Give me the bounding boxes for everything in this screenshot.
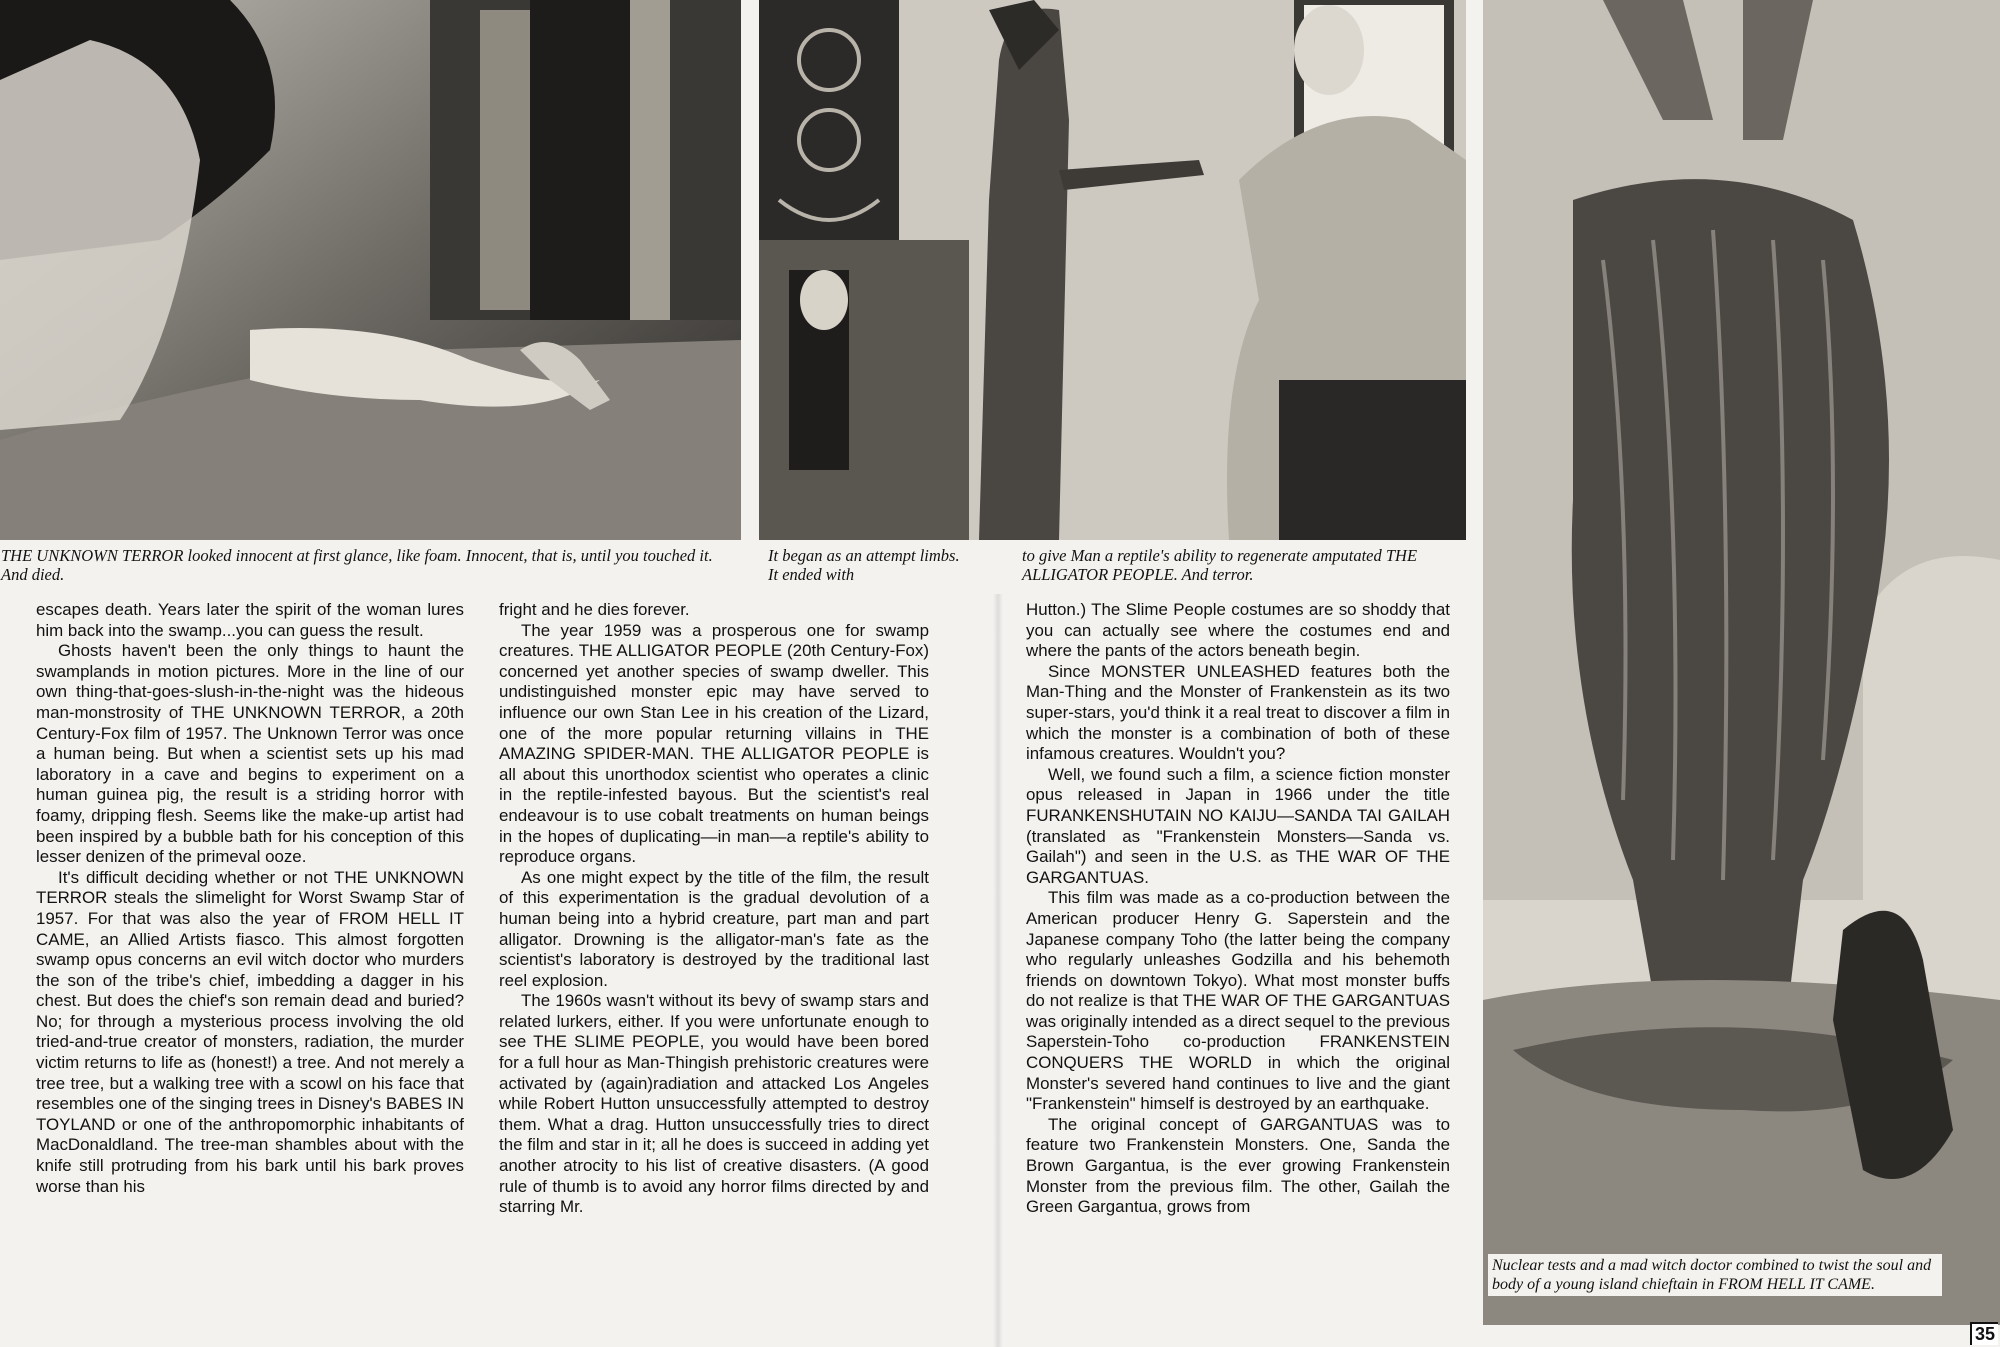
col3-paragraph: Well, we found such a film, a science fiction monster opus released in Japan in 1966 under the title FURANKENSHUTAIN NO KAIJU—SANDA TAI GAILAH (translated as "Frankenstein Monsters—Sanda vs. Gailah") and seen in the U.S. as THE WAR OF THE GARGANTUAS.	[1026, 764, 1450, 887]
caption-tree-man: Nuclear tests and a mad witch doctor combined to twist the soul and body of a young island chieftain in FROM HELL IT CAME.	[1488, 1254, 1942, 1296]
photo-alligator-people	[759, 0, 1466, 540]
col1-paragraph: escapes death. Years later the spirit of the woman lures him back into the swamp...you can guess the result.	[36, 600, 464, 640]
page-number: 35	[1970, 1322, 1998, 1345]
article-column-3	[1026, 600, 1450, 1218]
col3-paragraph: The original concept of GARGANTUAS was to feature two Frankenstein Monsters. One, Sanda the Brown Gargantua, is the ever growing Frankenstein Monster from the previous film. The other, Gailah the Green Gargantua, grows from	[1026, 1114, 1450, 1217]
col3-paragraph: Hutton.) The Slime People costumes are so shoddy that you can actually see where the costumes end and where the pants of the actors beneath begin.	[1026, 600, 1450, 661]
photo-unknown-terror	[0, 0, 741, 540]
photo-tree-man	[1483, 0, 2000, 1325]
col3-paragraph: Since MONSTER UNLEASHED features both the Man-Thing and the Monster of Frankenstein as its two super-stars, you'd think it a real treat to discover a film in which the monster is a combination of both of these infamous creatures. Wouldn't you?	[1026, 661, 1450, 764]
col2-paragraph: The 1960s wasn't without its bevy of swamp stars and related lurkers, either. If you were unfortunate enough to see THE SLIME PEOPLE, you would have been bored for a full hour as Man-Thingish prehistoric creatures were activated by (again)radiation and attacked Los Angeles while Robert Hutton unsuccessfully attempted to destroy them. What a drag. Hutton unsuccessfully tries to direct the film and star in it; all he does is succeed in adding yet another atrocity to his list of creative disasters. (A good rule of thumb is to avoid any horror films directed by and starring Mr.	[499, 991, 929, 1217]
col3-paragraph: This film was made as a co-production between the American producer Henry G. Saperstein and the Japanese company Toho (the latter being the company who regularly unleashes Godzilla and his behemoth friends on downtown Tokyo). What most monster buffs do not realize is that THE WAR OF THE GARGANTUAS was originally intended as a direct sequel to the previous Saperstein-Toho co-production FRANKENSTEIN CONQUERS THE WORLD in which the original Monster's severed hand continues to live and the giant "Frankenstein" himself is destroyed by an earthquake.	[1026, 888, 1450, 1114]
col1-paragraph: Ghosts haven't been the only things to haunt the swamplands in motion pictures. More in the line of our own thing-that-goes-slush-in-the-night was the hideous man-monstrosity of THE UNKNOWN TERROR, a 20th Century-Fox film of 1957. The Unknown Terror was once a human being. But when a scientist sets up his mad laboratory in a cave and begins to experiment on a human guinea pig, the result is a striding horror with foamy, dripping flesh. Seems like the make-up artist had been inspired by a bubble bath for his conception of this lesser denizen of the primeval ooze.	[36, 641, 464, 867]
page-gutter	[993, 594, 1003, 1347]
col2-paragraph: The year 1959 was a prosperous one for swamp creatures. THE ALLIGATOR PEOPLE (20th Century-Fox) concerned yet another species of swamp dweller. This undistinguished monster epic may have served to influence our own Stan Lee in his creation of the Lizard, one of the more popular returning villains in THE AMAZING SPIDER-MAN. THE ALLIGATOR PEOPLE is all about this unorthodox scientist who operates a clinic in the reptile-infested bayous. But the scientist's real endeavour is to use cobalt treatments on human beings in the hopes of duplicating—in man—a reptile's ability to reproduce organs.	[499, 620, 929, 867]
article-column-2	[499, 600, 929, 1218]
caption-unknown-terror: THE UNKNOWN TERROR looked innocent at first glance, like foam. Innocent, that is, until you touched it. And died.	[1, 546, 713, 584]
col2-paragraph: As one might expect by the title of the film, the result of this experimentation is the gradual devolution of a human being into a hybrid creature, part man and part alligator. Drowning is the alligator-man's fate as the scientist's laboratory is destroyed by the traditional last reel explosion.	[499, 867, 929, 990]
col2-paragraph: fright and he dies forever.	[499, 600, 690, 619]
col1-paragraph: It's difficult deciding whether or not THE UNKNOWN TERROR steals the slimelight for Worst Swamp Star of 1957. For that was also the year of FROM HELL IT CAME, an Allied Artists fiasco. This almost forgotten swamp opus concerns an evil witch doctor who murders the son of the tribe's chief, imbedding a dagger in his chest. But does the chief's son remain dead and buried? No; for through a mysterious process involving the old tried-and-true creator of monsters, radiation, the murder victim returns to life as (honest!) a tree. And not merely a tree tree, but a walking tree with a scowl on his face that resembles one of the singing trees in Disney's BABES IN TOYLAND or one of the anthropomorphic inhabitants of MacDonaldland. The tree-man shambles about with the knife still protruding from his bark until his bark proves worse than his	[36, 867, 464, 1196]
article-column-1	[36, 600, 464, 1197]
caption-alligator-part-2: to give Man a reptile's ability to regenerate amputated THE ALLIGATOR PEOPLE. And terror.	[1022, 546, 1418, 584]
caption-alligator-part-1: It began as an attempt limbs. It ended with	[768, 546, 960, 584]
